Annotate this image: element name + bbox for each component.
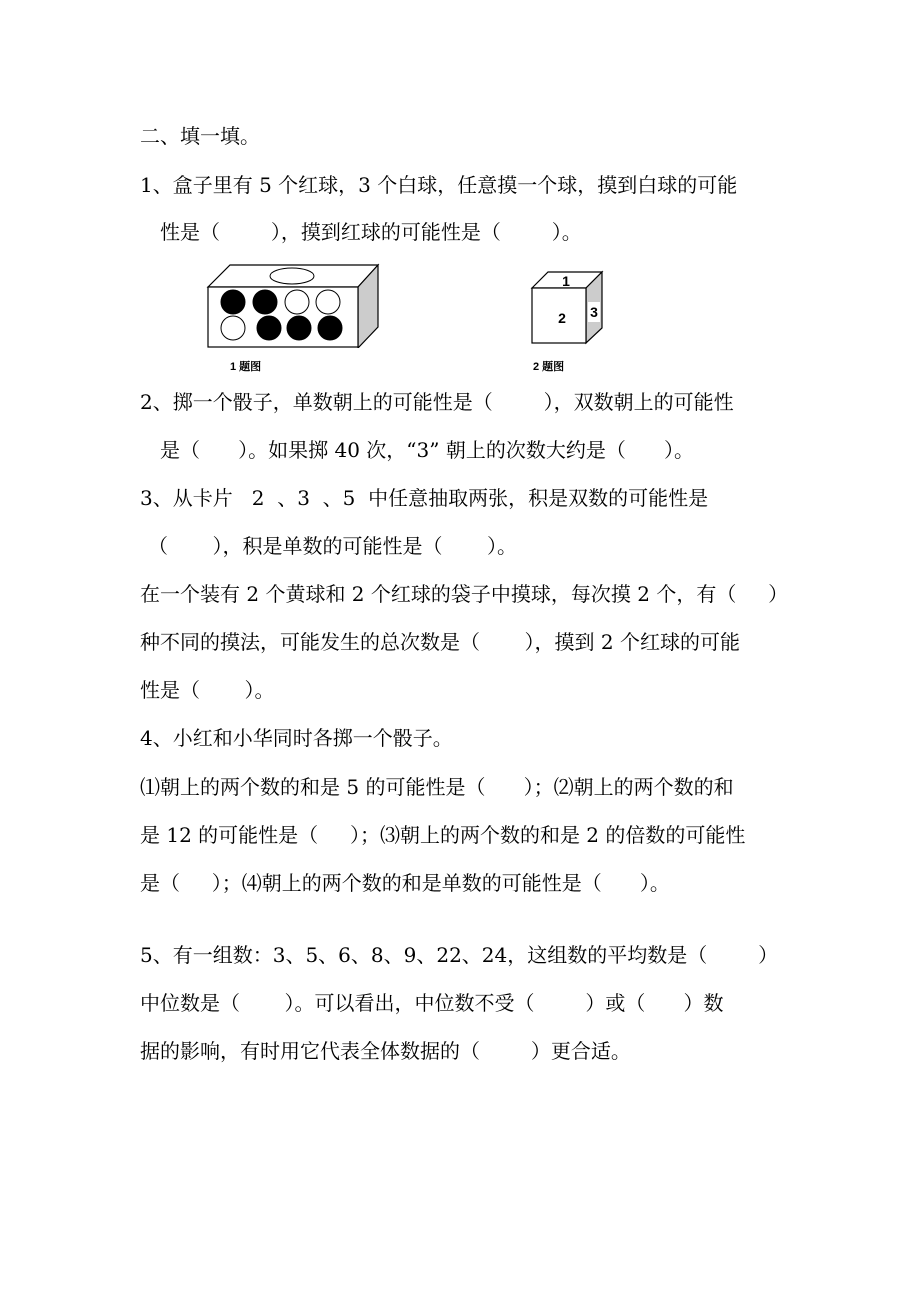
q5-line1: 5、有一组数：3、5、6、8、9、22、24，这组数的平均数是（ ）	[140, 943, 779, 967]
white-ball	[285, 290, 309, 314]
q4-line1: 4、小红和小华同时各掷一个骰子。	[140, 726, 453, 750]
die-figure	[530, 270, 605, 345]
q3-line2: （ ），积是单数的可能性是（ ）。	[148, 534, 518, 558]
q4-line2: ⑴朝上的两个数的和是 5 的可能性是（ ）；⑵朝上的两个数的和	[140, 775, 734, 799]
q3-line1: 3、从卡片 2 、3 、5 中任意抽取两张，积是双数的可能性是	[140, 486, 709, 510]
q2-line1: 2、掷一个骰子，单数朝上的可能性是（ ），双数朝上的可能性	[140, 390, 734, 414]
die-face-side: 3	[590, 304, 598, 320]
black-ball	[287, 316, 311, 340]
q4-line3: 是 12 的可能性是（ ）；⑶朝上的两个数的和是 2 的倍数的可能性	[140, 823, 746, 847]
q1-line1: 1、盒子里有 5 个红球，3 个白球，任意摸一个球，摸到白球的可能	[140, 173, 738, 197]
ball-box-figure	[205, 262, 380, 348]
q4-line4: 是（ ）；⑷朝上的两个数的和是单数的可能性是（ ）。	[140, 871, 670, 895]
white-ball	[221, 316, 245, 340]
q3b-line3: 性是（ ）。	[140, 678, 275, 702]
black-ball	[221, 290, 245, 314]
q3b-line1: 在一个装有 2 个黄球和 2 个红球的袋子中摸球，每次摸 2 个，有（ ）	[140, 582, 789, 606]
figure1-caption: 1 题图	[230, 361, 262, 373]
die-face-top: 1	[562, 273, 570, 289]
q2-line2: 是（ ）。如果掷 40 次，“3” 朝上的次数大约是（ ）。	[160, 438, 694, 462]
figure2-caption: 2 题图	[533, 361, 565, 373]
black-ball	[257, 316, 281, 340]
q1-line2: 性是（ ），摸到红球的可能性是（ ）。	[160, 220, 582, 244]
black-ball	[253, 290, 277, 314]
q5-line2: 中位数是（ ）。可以看出，中位数不受（ ）或（ ）数	[140, 991, 724, 1015]
die-face-front: 2	[558, 310, 566, 326]
q5-line3: 据的影响，有时用它代表全体数据的（ ）更合适。	[140, 1039, 631, 1063]
black-ball	[318, 316, 342, 340]
white-ball	[316, 290, 340, 314]
section-heading: 二、填一填。	[140, 124, 260, 148]
q3b-line2: 种不同的摸法，可能发生的总次数是（ ），摸到 2 个红球的可能	[140, 630, 740, 654]
